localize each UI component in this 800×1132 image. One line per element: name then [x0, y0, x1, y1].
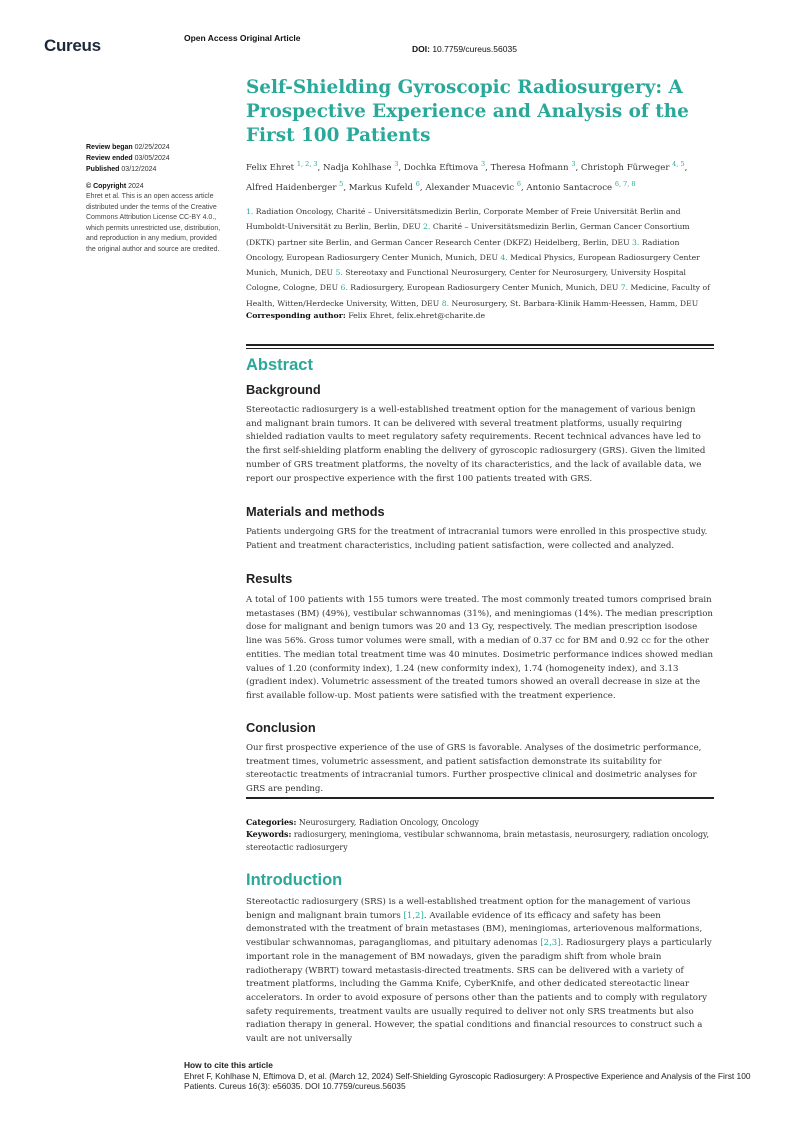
- citation-heading: How to cite this article: [184, 1060, 273, 1070]
- author-affiliation-ref: 4, 5: [672, 160, 685, 168]
- article-title: Self-Shielding Gyroscopic Radiosurgery: A Prospective Experience and Analysis of the First 100 Patients: [246, 77, 689, 146]
- corresponding-author: Corresponding author: Felix Ehret, felix.ehret@charite.de: [246, 311, 486, 320]
- affiliation-number: 5.: [335, 268, 346, 278]
- article-sidebar: [86, 142, 228, 256]
- author-affiliation-ref: 6: [415, 179, 420, 188]
- doi-value[interactable]: 10.7759/cureus.56035: [432, 44, 517, 54]
- article-type: Open Access Original Article: [184, 33, 301, 43]
- reference-link[interactable]: [1,2]: [403, 910, 424, 921]
- affiliation-text: Stereotaxy and Functional Neurosurgery, Center for Neurosurgery, University Hospital Cologne, Cologne, DEU: [246, 268, 687, 293]
- author-list: Felix Ehret $^{1, 2, 3}$, Nadja Kohlhase $^3$, Dochka Eftimova $^3$, Theresa Hofmann $^3$, Christoph Fürweger $^{4, 5}$, Alfred Haidenberger $^5$, Markus Kufeld $^6$, Alexander Muacevic $^6$, Antonio Santacroce $^{6, 7, 8}$: [246, 160, 688, 193]
- methods-heading: Materials and methods: [246, 504, 385, 519]
- author-affiliation-ref: 5: [339, 179, 344, 188]
- citation-block: [184, 1060, 764, 1092]
- author-name: Christoph Fürweger: [580, 162, 673, 173]
- affiliation-text: Charité – Universitätsmedizin Berlin, German Cancer Consortium (DKTK) partner site Berlin, and German Cancer Research Center (DKFZ) Heidelberg, Berlin, DEU: [246, 222, 690, 247]
- copyright: © Copyright 2024: [86, 183, 144, 190]
- affiliation-text: Medicine, Faculty of Health, Witten/Herdecke University, Witten, DEU: [246, 283, 710, 308]
- affiliation-number: 1.: [246, 207, 256, 216]
- doi-label: DOI:: [412, 44, 430, 54]
- categories: Categories: Neurosurgery, Radiation Oncology, Oncology: [246, 818, 480, 827]
- affiliation-text: Neurosurgery, St. Barbara-Klinik Hamm-Heessen, Hamm, DEU: [451, 298, 699, 308]
- author-affiliation-ref: 3: [571, 160, 576, 168]
- author-name: Nadja Kohlhase: [322, 162, 395, 173]
- affiliation-text: Radiosurgery, European Radiosurgery Center Munich, Munich, DEU: [350, 283, 621, 293]
- background-text: Stereotactic radiosurgery is a well-established treatment option for the management of various benign and malignant brain tumors. It can be delivered with several treatment platforms, usually requiring shielded radiation vaults to meet regulatory safety requirements. Recent technical advances have led to the first self-shielding platform enabling the delivery of gyroscopic radiosurgery (GRS). Given the limited number of GRS treatment platforms, the novelty of its characteristics, and the lack of available data, we report our prospective experience with the first 100 patients treated with GRS.: [246, 405, 706, 484]
- corresponding-email[interactable]: Felix Ehret, felix.ehret@charite.de: [348, 311, 486, 320]
- introduction-heading: Introduction: [246, 871, 343, 889]
- article-metadata: [246, 817, 714, 854]
- review-began: Review began 02/25/2024: [86, 144, 170, 151]
- abstract-top-rule: [246, 344, 714, 349]
- keywords: Keywords: radiosurgery, meningioma, vestibular schwannoma, brain metastasis, neurosurgery, radiation oncology, stereotactic radiosurgery: [246, 830, 709, 852]
- author-affiliation-ref: 6, 7, 8: [614, 179, 636, 188]
- license-text: Ehret et al. This is an open access article distributed under the terms of the Creative Commons Attribution License CC-BY 4.0., which permits unrestricted use, distribution, and reproduction in any medium, provided the original author and source are credited.: [86, 193, 221, 253]
- review-ended: Review ended 03/05/2024: [86, 155, 170, 162]
- author-affiliation-ref: 1, 2, 3: [296, 160, 318, 168]
- affiliation-number: 4.: [500, 252, 511, 262]
- results-heading: Results: [246, 571, 293, 586]
- introduction-text: Stereotactic radiosurgery (SRS) is a well-established treatment option for the management of various benign and malignant brain tumors [1,2]. Available evidence of its efficacy and safety has been demonstrated with the treatment of brain metastases (BM), meningiomas, arteriovenous malformations, vestibular schwannomas, paragangliomas, and pituitary adenomas [2,3]. Radiosurgery plays a particularly important role in the management of BM nowadays, given the paradigm shift from whole brain radiotherapy (WBRT) toward metastasis-directed treatments. SRS can be delivered with a variety of treatment platforms, including the Gamma Knife, CyberKnife, and other dedicated stereotactic linear accelerators. In order to avoid exposure of persons other than the patients and to comply with regulatory safety requirements, treatment vaults are usually required to deliver not only SRS treatments but also radiation therapy in general. However, the spatial conditions and financial resources to construct such a vault are not universally: [246, 897, 712, 1045]
- published-date: Published 03/12/2024: [86, 166, 157, 173]
- journal-logo: Cureus: [44, 36, 101, 55]
- methods-text: Patients undergoing GRS for the treatment of intracranial tumors were enrolled in this prospective study. Patient and treatment characteristics, including patient satisfaction, were collected and analyzed.: [246, 527, 708, 551]
- affiliation-text: Medical Physics, European Radiosurgery Center Munich, Munich, DEU: [246, 252, 700, 278]
- background-heading: Background: [246, 382, 321, 397]
- abstract-heading: Abstract: [246, 356, 313, 374]
- affiliation-number: 8.: [441, 298, 452, 308]
- author-name: Felix Ehret: [246, 162, 297, 173]
- affiliation-number: 6.: [340, 283, 351, 293]
- author-affiliation-ref: 3: [480, 160, 486, 168]
- author-name: Markus Kufeld: [348, 182, 416, 193]
- author-affiliation-ref: 6: [516, 179, 521, 188]
- abstract-bottom-rule: [246, 797, 714, 799]
- affiliation-number: 2.: [423, 222, 433, 232]
- doi[interactable]: [412, 44, 517, 54]
- affiliation-text: Radiation Oncology, Charité – Universitätsmedizin Berlin, Corporate Member of Freie Universität Berlin and Humboldt-Universität zu Berlin, Berlin, DEU: [246, 207, 681, 232]
- affiliation-number: 3.: [632, 237, 642, 247]
- author-name: Alexander Muacevic: [425, 182, 517, 193]
- affiliation-list: [246, 204, 714, 311]
- author-name: Dochka Eftimova: [403, 162, 481, 173]
- conclusion-text: Our first prospective experience of the use of GRS is favorable. Analyses of the dosimetric performance, treatment times, volumetric assessment, and patient satisfaction demonstrate its suitability for stereotactic treatments of intracranial tumors. Further prospective clinical and dosimetric analyses for GRS are pending.: [246, 743, 702, 795]
- author-name: Antonio Santacroce: [526, 182, 615, 193]
- affiliation-text: Radiation Oncology, European Radiosurgery Center Munich, Munich, DEU: [246, 237, 680, 262]
- author-name: Alfred Haidenberger: [246, 182, 340, 193]
- conclusion-heading: Conclusion: [246, 720, 316, 735]
- affiliation-number: 7.: [620, 283, 631, 293]
- author-name: Theresa Hofmann: [490, 162, 572, 173]
- reference-link[interactable]: [2,3]: [540, 938, 561, 949]
- citation-text: Ehret F, Kohlhase N, Eftimova D, et al. (March 12, 2024) Self-Shielding Gyroscopic Radiosurgery: A Prospective Experience and Analysis of the First 100 Patients. Cureus 16(3): e56035. DOI 10.7759/cureus.56035: [184, 1070, 751, 1092]
- results-text: A total of 100 patients with 155 tumors were treated. The most commonly treated tumors comprised brain metastases (BM) (49%), vestibular schwannomas (31%), and meningiomas (14%). The median prescription dose for malignant and benign tumors was 20 and 13 Gy, respectively. The median prescription isodose line was 56%. Gross tumor volumes were small, with a median of 0.37 cc for BM and 0.92 cc for the other entities. The median total treatment time was 40 minutes. Dosimetric performance indices showed median values of 1.20 (conformity index), 1.24 (new conformity index), 1.74 (homogeneity index), and 3.13 (gradient index). Volumetric assessment of the treated tumors showed an overall decrease in size at the first available follow-up. Most patients were satisfied with the treatment experience.: [246, 595, 714, 701]
- author-affiliation-ref: 3: [394, 160, 399, 168]
